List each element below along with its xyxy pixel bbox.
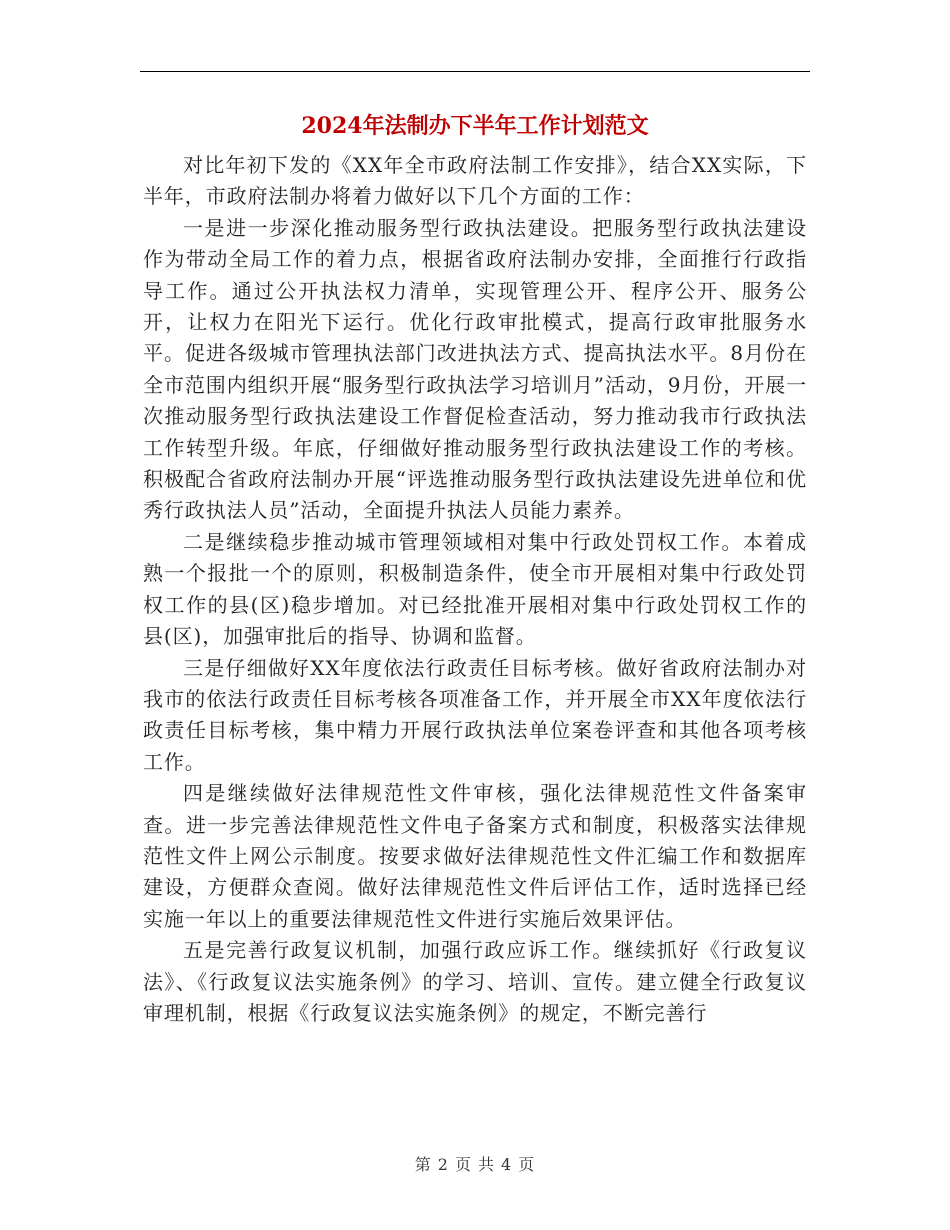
header-divider [140,71,810,72]
footer-suffix: 页 [518,1155,536,1174]
page-footer [0,1152,950,1175]
paragraph-item-3: 三是仔细做好XX年度依法行政责任目标考核。做好省政府法制办对我市的依法行政责任目标考核各项准备工作，并开展全市XX年度依法行政责任目标考核，集中精力开展行政执法单位案卷评查和其他各项考核工作。 [143,655,807,774]
footer-middle: 页 共 [454,1155,496,1174]
footer-prefix: 第 [414,1155,432,1174]
paragraph-intro: 对比年初下发的《XX年全市政府法制工作安排》，结合XX实际，下半年，市政府法制办将着力做好以下几个方面的工作： [143,153,807,209]
footer-total-pages: 4 [501,1155,513,1174]
footer-current-page: 2 [437,1155,449,1174]
paragraph-item-5: 五是完善行政复议机制，加强行政应诉工作。继续抓好《行政复议法》、《行政复议法实施条例》的学习、培训、宣传。建立健全行政复议审理机制，根据《行政复议法实施条例》的规定，不断完善行 [143,938,807,1025]
document-body [143,150,807,1029]
paragraph-item-4: 四是继续做好法律规范性文件审核，强化法律规范性文件备案审查。进一步完善法律规范性文件电子备案方式和制度，积极落实法律规范性文件上网公示制度。按要求做好法律规范性文件汇编工作和数据库建设，方便群众查阅。做好法律规范性文件后评估工作，适时选择已经实施一年以上的重要法律规范性文件进行实施后效果评估。 [143,781,807,931]
document-title: 2024年法制办下半年工作计划范文 [301,113,649,139]
paragraph-item-2: 二是继续稳步推动城市管理领域相对集中行政处罚权工作。本着成熟一个报批一个的原则，积极制造条件，使全市开展相对集中行政处罚权工作的县(区)稳步增加。对已经批准开展相对集中行政处罚权工作的县(区)，加强审批后的指导、协调和监督。 [143,529,807,649]
paragraph-item-1: 一是进一步深化推动服务型行政执法建设。把服务型行政执法建设作为带动全局工作的着力点，根据省政府法制办安排，全面推行行政指导工作。通过公开执法权力清单，实现管理公开、程序公开、服务公开，让权力在阳光下运行。优化行政审批模式，提高行政审批服务水平。促进各级城市管理执法部门改进执法方式、提高执法水平。8月份在全市范围内组织开展“服务型行政执法学习培训月”活动，9月份，开展一次推动服务型行政执法建设工作督促检查活动，努力推动我市行政执法工作转型升级。年底，仔细做好推动服务型行政执法建设工作的考核。积极配合省政府法制办开展“评选推动服务型行政执法建设先进单位和优秀行政执法人员”活动，全面提升执法人员能力素养。 [143,215,807,523]
